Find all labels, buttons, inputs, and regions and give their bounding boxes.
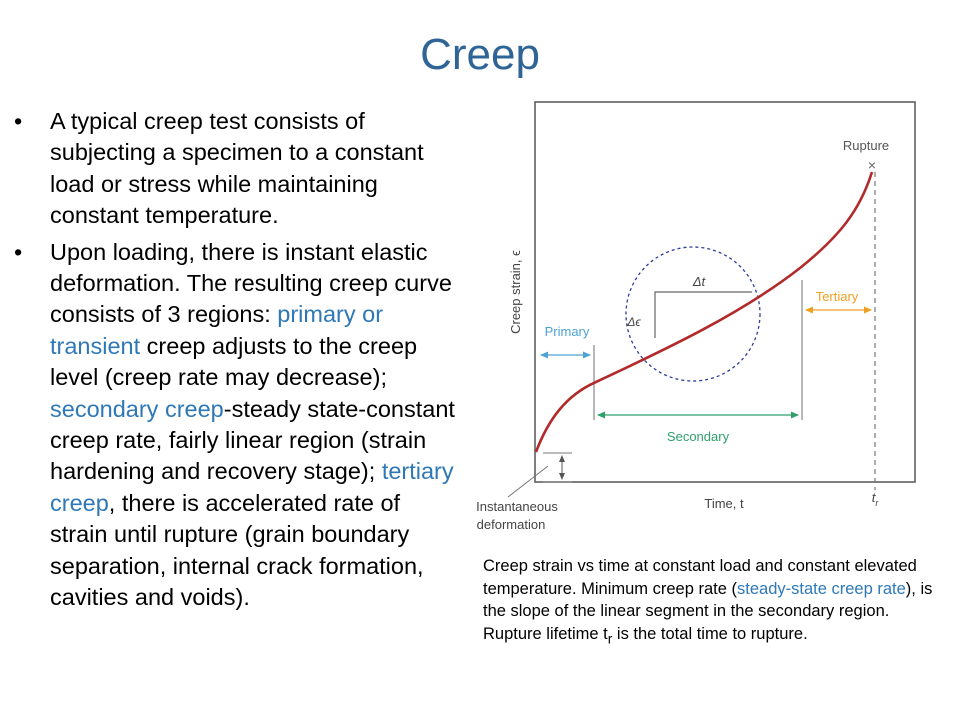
bullet-marker: • xyxy=(14,108,23,134)
figure-caption xyxy=(483,555,943,651)
caption-subscript: r xyxy=(607,631,613,647)
delta-epsilon-label: Δϵ xyxy=(627,315,641,329)
primary-term: primary or transient xyxy=(50,301,384,359)
rupture-time-label xyxy=(872,490,880,508)
bullet-list xyxy=(14,106,464,619)
bullet-text: A typical creep test consists of subjecting a specimen to a constant load or stress while maintaining constant temperature. xyxy=(50,108,424,229)
creep-curve-figure xyxy=(460,95,950,545)
tertiary-term: tertiary creep xyxy=(50,458,454,516)
bullet-item xyxy=(14,237,464,614)
bullet-text: creep adjusts to the creep level (creep rate may decrease); xyxy=(50,332,418,391)
primary-label: Primary xyxy=(544,324,590,339)
steady-state-term: steady-state creep rate xyxy=(737,579,906,598)
bullet-text: Upon loading, there is instant elastic deformation. The resulting creep curve consists of 3 regions: xyxy=(50,238,452,328)
delta-t-label: Δt xyxy=(692,274,706,289)
caption-text: Creep strain vs time at constant load and constant elevated temperature. Minimum creep rate ( xyxy=(483,557,917,598)
instant-deformation-label: Instantaneous xyxy=(476,499,558,514)
slide-title: Creep xyxy=(420,30,540,79)
bullet-text: , there is accelerated rate of strain until rupture (grain boundary separation, internal crack formation, cavities and voids). xyxy=(50,489,424,611)
secondary-label: Secondary xyxy=(666,429,730,444)
bullet-text: -steady state-constant creep rate, fairly linear region (strain hardening and recovery stage); xyxy=(50,395,455,485)
rupture-time-subscript: r xyxy=(875,498,879,508)
rupture-marker: × xyxy=(867,157,877,173)
secondary-term: secondary creep xyxy=(50,395,224,422)
rupture-label: Rupture xyxy=(842,138,890,153)
bullet-marker: • xyxy=(14,238,23,265)
caption-text: is the total time to rupture. xyxy=(612,624,808,643)
rupture-time-t: t xyxy=(871,490,876,505)
caption-text: ), is the slope of the linear segment in the secondary region. Rupture lifetime t xyxy=(483,579,933,643)
tertiary-label: Tertiary xyxy=(815,289,859,304)
x-axis-label: Time, t xyxy=(704,496,744,511)
bullet-item xyxy=(14,106,464,232)
instant-deformation-label: deformation xyxy=(476,517,546,532)
y-axis-label: Creep strain, ϵ xyxy=(508,250,523,334)
